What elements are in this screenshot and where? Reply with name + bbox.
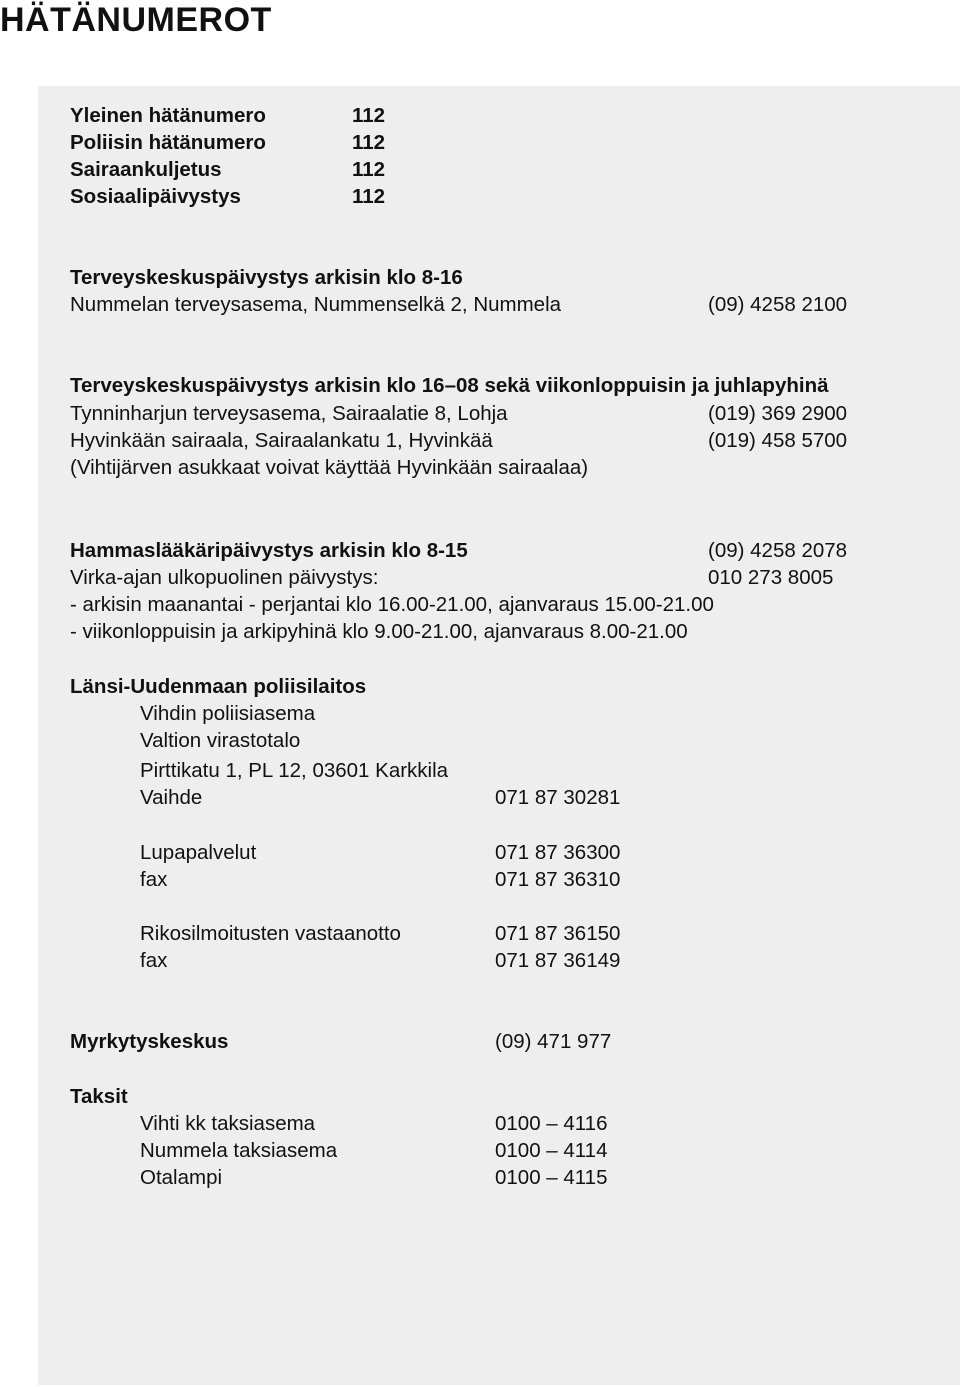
police-permits-label: Lupapalvelut xyxy=(140,841,257,864)
day-duty-location: Nummelan terveysasema, Nummenselkä 2, Nummela xyxy=(70,293,562,316)
taxi-phone: 0100 – 4116 xyxy=(495,1112,608,1135)
night-duty-location: Hyvinkään sairaala, Sairaalankatu 1, Hyvinkää xyxy=(70,429,493,452)
police-switchboard-phone: 071 87 30281 xyxy=(495,786,621,809)
emergency-number: 112 xyxy=(352,104,386,127)
dental-weekday-hours: - arkisin maanantai - perjantai klo 16.00-21.00, ajanvaraus 15.00-21.00 xyxy=(70,593,714,616)
police-reports-fax: 071 87 36149 xyxy=(495,949,621,972)
emergency-number: 112 xyxy=(352,158,386,181)
dental-phone: (09) 4258 2078 xyxy=(708,539,848,562)
emergency-label: Yleinen hätänumero xyxy=(70,104,266,127)
taxi-phone: 0100 – 4115 xyxy=(495,1166,608,1189)
police-heading: Länsi-Uudenmaan poliisilaitos xyxy=(70,675,367,698)
police-reports-fax-label: fax xyxy=(140,949,168,972)
night-duty-heading: Terveyskeskuspäivystys arkisin klo 16–08 sekä viikonloppuisin ja juhlapyhinä xyxy=(70,374,829,397)
dental-offhours-phone: 010 273 8005 xyxy=(708,566,834,589)
taxi-label: Nummela taksiasema xyxy=(140,1139,338,1162)
emergency-number: 112 xyxy=(352,185,386,208)
poison-centre-label: Myrkytyskeskus xyxy=(70,1030,229,1053)
dental-weekend-hours: - viikonloppuisin ja arkipyhinä klo 9.00-21.00, ajanvaraus 8.00-21.00 xyxy=(70,620,688,643)
day-duty-phone: (09) 4258 2100 xyxy=(708,293,848,316)
night-duty-note: (Vihtijärven asukkaat voivat käyttää Hyvinkään sairaalaa) xyxy=(70,456,589,479)
police-switchboard-label: Vaihde xyxy=(140,786,203,809)
police-permits-phone: 071 87 36300 xyxy=(495,841,621,864)
taxi-label: Vihti kk taksiasema xyxy=(140,1112,316,1135)
police-reports-phone: 071 87 36150 xyxy=(495,922,621,945)
night-duty-phone: (019) 369 2900 xyxy=(708,402,848,425)
dental-heading: Hammaslääkäripäivystys arkisin klo 8-15 xyxy=(70,539,468,562)
poison-centre-phone: (09) 471 977 xyxy=(495,1030,612,1053)
day-duty-heading: Terveyskeskuspäivystys arkisin klo 8-16 xyxy=(70,266,463,289)
police-reports-label: Rikosilmoitusten vastaanotto xyxy=(140,922,401,945)
night-duty-location: Tynninharjun terveysasema, Sairaalatie 8, Lohja xyxy=(70,402,508,425)
police-permits-fax: 071 87 36310 xyxy=(495,868,621,891)
police-permits-fax-label: fax xyxy=(140,868,168,891)
dental-offhours-label: Virka-ajan ulkopuolinen päivystys: xyxy=(70,566,379,589)
taxi-phone: 0100 – 4114 xyxy=(495,1139,608,1162)
emergency-label: Poliisin hätänumero xyxy=(70,131,266,154)
police-address: Pirttikatu 1, PL 12, 03601 Karkkila xyxy=(140,759,449,782)
police-station: Vihdin poliisiasema xyxy=(140,702,316,725)
page-title: HÄTÄNUMEROT xyxy=(0,1,272,39)
taxis-heading: Taksit xyxy=(70,1085,128,1108)
taxi-label: Otalampi xyxy=(140,1166,223,1189)
police-building: Valtion virastotalo xyxy=(140,729,301,752)
emergency-number: 112 xyxy=(352,131,386,154)
night-duty-phone: (019) 458 5700 xyxy=(708,429,848,452)
emergency-label: Sairaankuljetus xyxy=(70,158,222,181)
emergency-label: Sosiaalipäivystys xyxy=(70,185,241,208)
